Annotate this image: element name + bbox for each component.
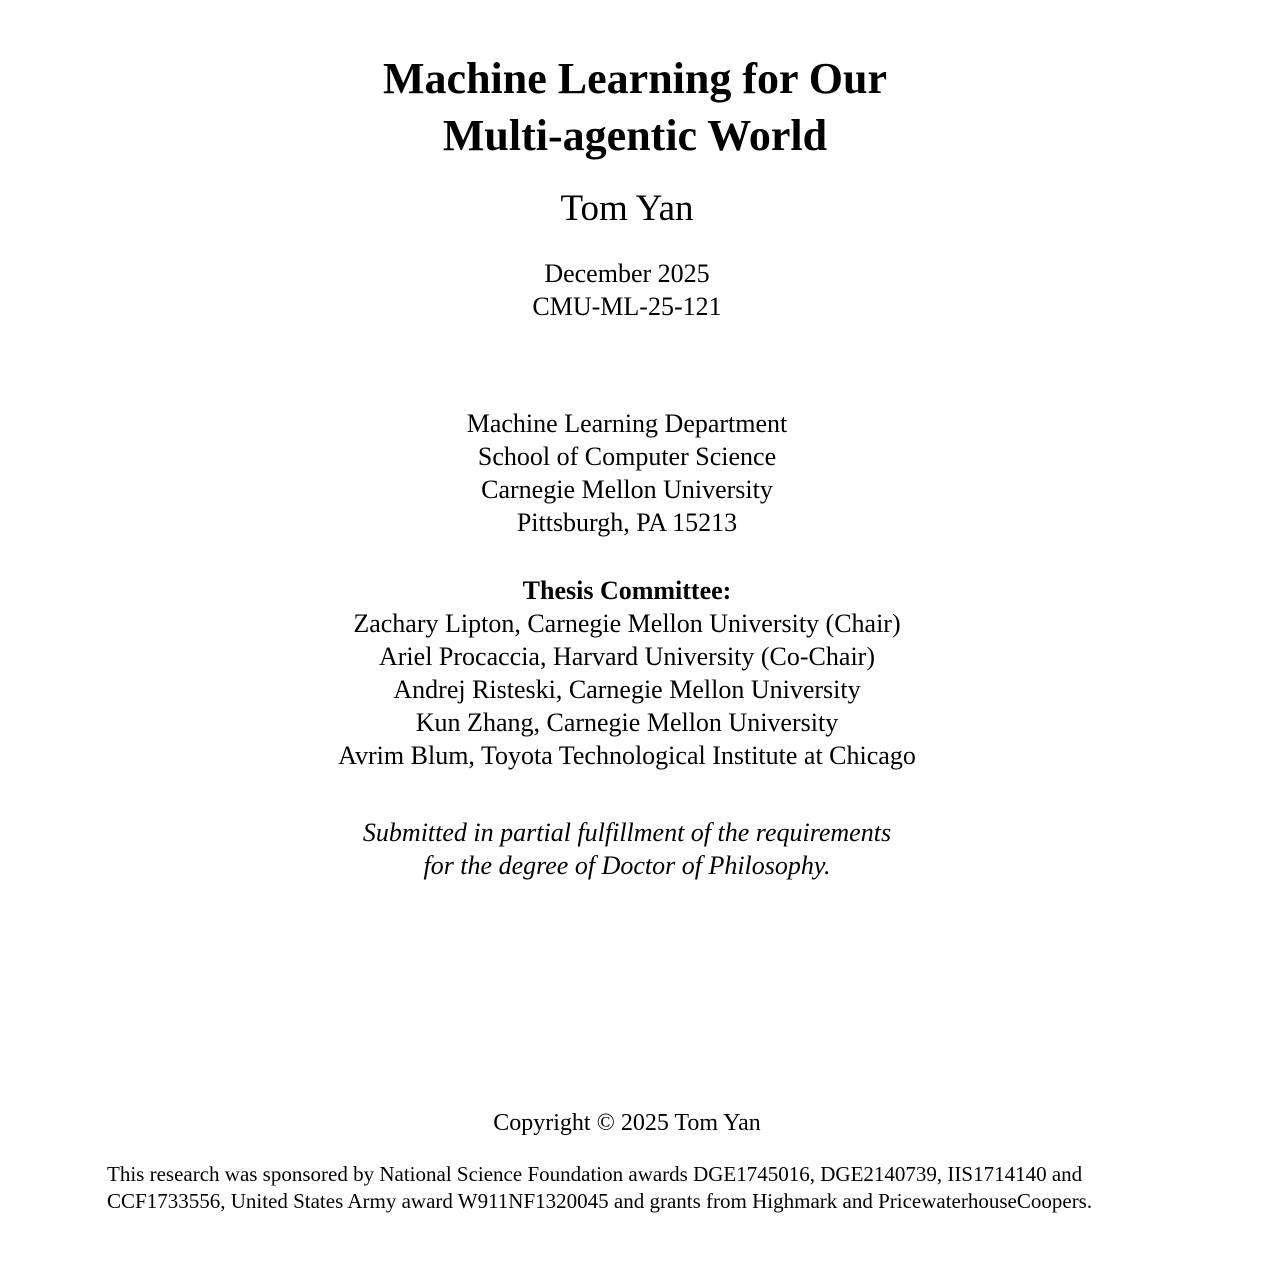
address-block — [0, 407, 1267, 539]
title-line-1: Machine Learning for Our — [383, 54, 887, 103]
date: December 2025 — [544, 259, 710, 288]
committee-member: Ariel Procaccia, Harvard University (Co-Chair) — [379, 642, 875, 671]
thesis-title — [0, 50, 1280, 164]
sponsorship-line: This research was sponsored by National Science Foundation awards DGE1745016, DGE2140739, IIS1714140 and — [107, 1162, 1083, 1186]
submission-line: for the degree of Doctor of Philosophy. — [423, 851, 831, 880]
address-line: Machine Learning Department — [466, 409, 788, 438]
committee-member: Zachary Lipton, Carnegie Mellon University (Chair) — [353, 609, 901, 638]
address-line: Carnegie Mellon University — [481, 475, 773, 504]
copyright: Copyright © 2025 Tom Yan — [493, 1110, 761, 1136]
committee-member: Avrim Blum, Toyota Technological Institute at Chicago — [338, 741, 916, 770]
address-line: School of Computer Science — [477, 442, 777, 471]
report-number: CMU-ML-25-121 — [532, 292, 722, 321]
committee-heading: Thesis Committee: — [522, 576, 732, 605]
committee-block — [0, 574, 1267, 772]
sponsorship-note — [107, 1161, 1092, 1215]
address-line: Pittsburgh, PA 15213 — [516, 508, 738, 537]
committee-member: Andrej Risteski, Carnegie Mellon University — [393, 675, 861, 704]
committee-member: Kun Zhang, Carnegie Mellon University — [415, 708, 839, 737]
date-block — [0, 257, 1267, 323]
title-line-2: Multi-agentic World — [442, 111, 828, 160]
author-name: Tom Yan — [560, 188, 694, 229]
sponsorship-line: CCF1733556, United States Army award W911NF1320045 and grants from Highmark and PricewaterhouseCoopers. — [107, 1189, 1093, 1213]
submission-statement — [0, 816, 1267, 882]
submission-line: Submitted in partial fulfillment of the requirements — [362, 818, 892, 847]
